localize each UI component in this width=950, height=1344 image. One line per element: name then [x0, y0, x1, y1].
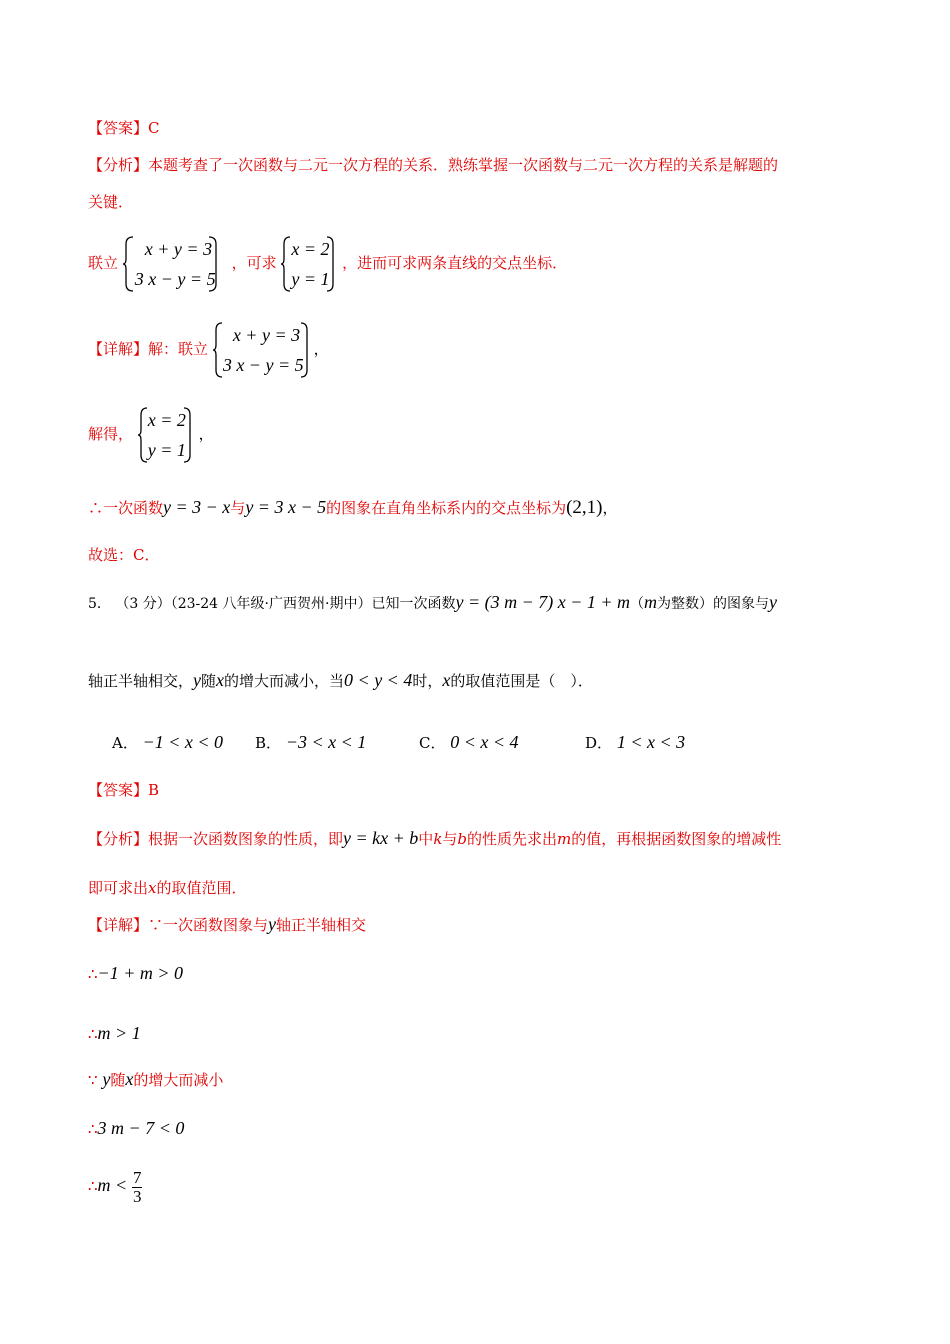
therefore-symbol: ∴: [88, 965, 98, 983]
analysis-text-e: 的值，再根据函数图象的增减性: [571, 830, 782, 848]
fraction-numerator: 7: [132, 1167, 142, 1187]
detail-line-q5: [88, 914, 366, 935]
intersection-line: [88, 497, 618, 518]
choice-text: 故选：C．: [88, 546, 160, 564]
solved-prefix: 解得，: [88, 425, 134, 443]
option-label: B．: [255, 734, 282, 752]
therefore-text: ∴一次函数: [88, 499, 164, 517]
solved-line: [88, 403, 214, 465]
step-1: [88, 963, 183, 984]
step-3-text-a: 随: [110, 1071, 126, 1089]
option-a[interactable]: [112, 732, 223, 753]
x-variable-2: x: [442, 670, 451, 690]
detail-equation-2: 3 x − y = 5: [222, 355, 304, 375]
because-symbol: ∵: [88, 1071, 103, 1089]
b-variable: b: [457, 830, 468, 848]
analysis-tag: 【分析】: [88, 830, 149, 848]
question-number: 5．: [88, 596, 111, 612]
option-d[interactable]: [585, 732, 685, 753]
fraction: [132, 1169, 143, 1206]
analysis-line-q5-cont: [88, 878, 247, 898]
analysis-text-b: 中: [418, 830, 434, 848]
answer-value: B: [148, 781, 160, 799]
therefore-symbol: ∴: [88, 1120, 98, 1138]
stem-text-5: 的增大而减小，当: [224, 672, 345, 690]
step-3-text-b: 的增大而减小: [133, 1071, 224, 1089]
question-score: （3 分）: [115, 596, 171, 612]
stem-text-4: 随: [201, 672, 217, 690]
step-2: [88, 1023, 141, 1044]
m-variable: m: [644, 592, 658, 612]
solution-x: x = 2: [291, 239, 330, 259]
step-3: [88, 1069, 223, 1090]
equation-2: 3 x − y = 5: [134, 269, 216, 289]
analysis-text: 本题考查了一次函数与二元一次方程的关系．熟练掌握一次函数与二元一次方程的关系是解题的: [148, 156, 779, 174]
step-4-expr: 3 m − 7 < 0: [97, 1118, 185, 1138]
analysis-text-c: 与: [442, 830, 458, 848]
analysis-line-q4: [88, 155, 778, 175]
x-variable: x: [216, 670, 225, 690]
option-value: −3 < x < 1: [285, 732, 367, 752]
solved-y: y = 1: [147, 440, 186, 460]
step-5: [88, 1163, 142, 1207]
detail-text-b: 轴正半轴相交: [276, 916, 367, 934]
step-1-expr: −1 + m > 0: [97, 963, 183, 983]
analysis-text-f: 即可求出: [88, 879, 149, 897]
combine-suffix: ，进而可求两条直线的交点坐标．: [342, 254, 568, 272]
step-2-expr: m > 1: [97, 1023, 141, 1043]
question-5-stem: [88, 592, 777, 614]
y-variable: y: [268, 914, 277, 934]
option-label: C．: [419, 734, 446, 752]
option-c[interactable]: [419, 732, 519, 753]
y-variable: y: [102, 1069, 111, 1089]
analysis-text-a: 根据一次函数图象的性质，即: [148, 830, 344, 848]
solution-system: [281, 235, 337, 293]
equation-1: x + y = 3: [144, 239, 213, 259]
m-variable: m: [557, 830, 572, 848]
function-2: y = 3 x − 5: [245, 497, 327, 517]
stem-text-6: 时，: [412, 672, 443, 690]
combine-prefix: 联立: [88, 254, 119, 272]
analysis-text-g: 的取值范围．: [156, 879, 247, 897]
x-variable: x: [125, 1069, 134, 1089]
option-value: 1 < x < 3: [616, 732, 686, 752]
option-value: 0 < x < 4: [450, 732, 519, 752]
stem-text-2: 为整数）的图象与: [657, 596, 770, 612]
option-value: −1 < x < 0: [142, 732, 224, 752]
answer-tag: 【答案】: [88, 119, 149, 137]
solved-system: [138, 406, 194, 464]
answer-line-q4: [88, 118, 160, 138]
question-5-stem-cont: [88, 670, 593, 691]
x-variable: x: [148, 879, 157, 897]
linear-form: y = kx + b: [343, 828, 419, 848]
therefore-symbol: ∴: [88, 1025, 98, 1043]
solved-suffix: ，: [198, 425, 214, 443]
detail-equation-1: x + y = 3: [232, 325, 301, 345]
can-find-text: ，可求: [231, 254, 277, 272]
analysis-text-d: 的性质先求出: [467, 830, 558, 848]
detail-tag: 【详解】: [88, 916, 149, 934]
detail-equation-system: [213, 321, 309, 379]
detail-text-a: ∵一次函数图象与: [148, 916, 269, 934]
y-variable-2: y: [193, 670, 202, 690]
stem-text-3: 轴正半轴相交，: [88, 672, 194, 690]
solution-y: y = 1: [291, 269, 330, 289]
analysis-text-cont: 关键．: [88, 193, 134, 211]
y-variable: y: [769, 592, 778, 612]
detail-suffix: ，: [313, 340, 329, 358]
choice-line-q4: [88, 545, 159, 565]
stem-text-7: 的取值范围是（ ）．: [450, 672, 593, 690]
therefore-symbol: ∴: [88, 1177, 98, 1195]
detail-prefix: 解：联立: [148, 340, 209, 358]
step-4: [88, 1118, 184, 1139]
condition: 0 < y < 4: [344, 670, 413, 690]
answer-line-q5: [88, 780, 159, 800]
option-b[interactable]: [255, 732, 366, 753]
intersection-text: 的图象在直角坐标系内的交点坐标为: [326, 499, 567, 517]
question-source: （23-24 八年级·广西贺州·期中）: [170, 596, 372, 612]
function-1: y = 3 − x: [163, 497, 231, 517]
fraction-denominator: 3: [132, 1186, 142, 1206]
analysis-line-q4-cont: [88, 192, 133, 212]
comma: ，: [602, 499, 618, 517]
intersection-point: (2,1): [566, 497, 603, 518]
k-variable: k: [433, 830, 443, 848]
combine-line: [88, 232, 567, 294]
detail-line-q4: [88, 318, 329, 380]
solved-x: x = 2: [147, 410, 186, 430]
equation-system: [123, 235, 227, 293]
stem-text-1: 已知一次函数: [371, 596, 456, 612]
answer-tag: 【答案】: [88, 781, 149, 799]
step-5-expr: m <: [97, 1175, 128, 1195]
analysis-line-q5: [88, 828, 781, 849]
with-text: 与: [230, 499, 246, 517]
option-label: A．: [112, 734, 138, 752]
stem-function: y = (3 m − 7) x − 1 + m: [455, 592, 631, 612]
option-label: D．: [585, 734, 613, 752]
paren-open: （: [630, 596, 645, 612]
detail-tag: 【详解】: [88, 340, 149, 358]
analysis-tag: 【分析】: [88, 156, 149, 174]
answer-value: C: [148, 119, 160, 137]
